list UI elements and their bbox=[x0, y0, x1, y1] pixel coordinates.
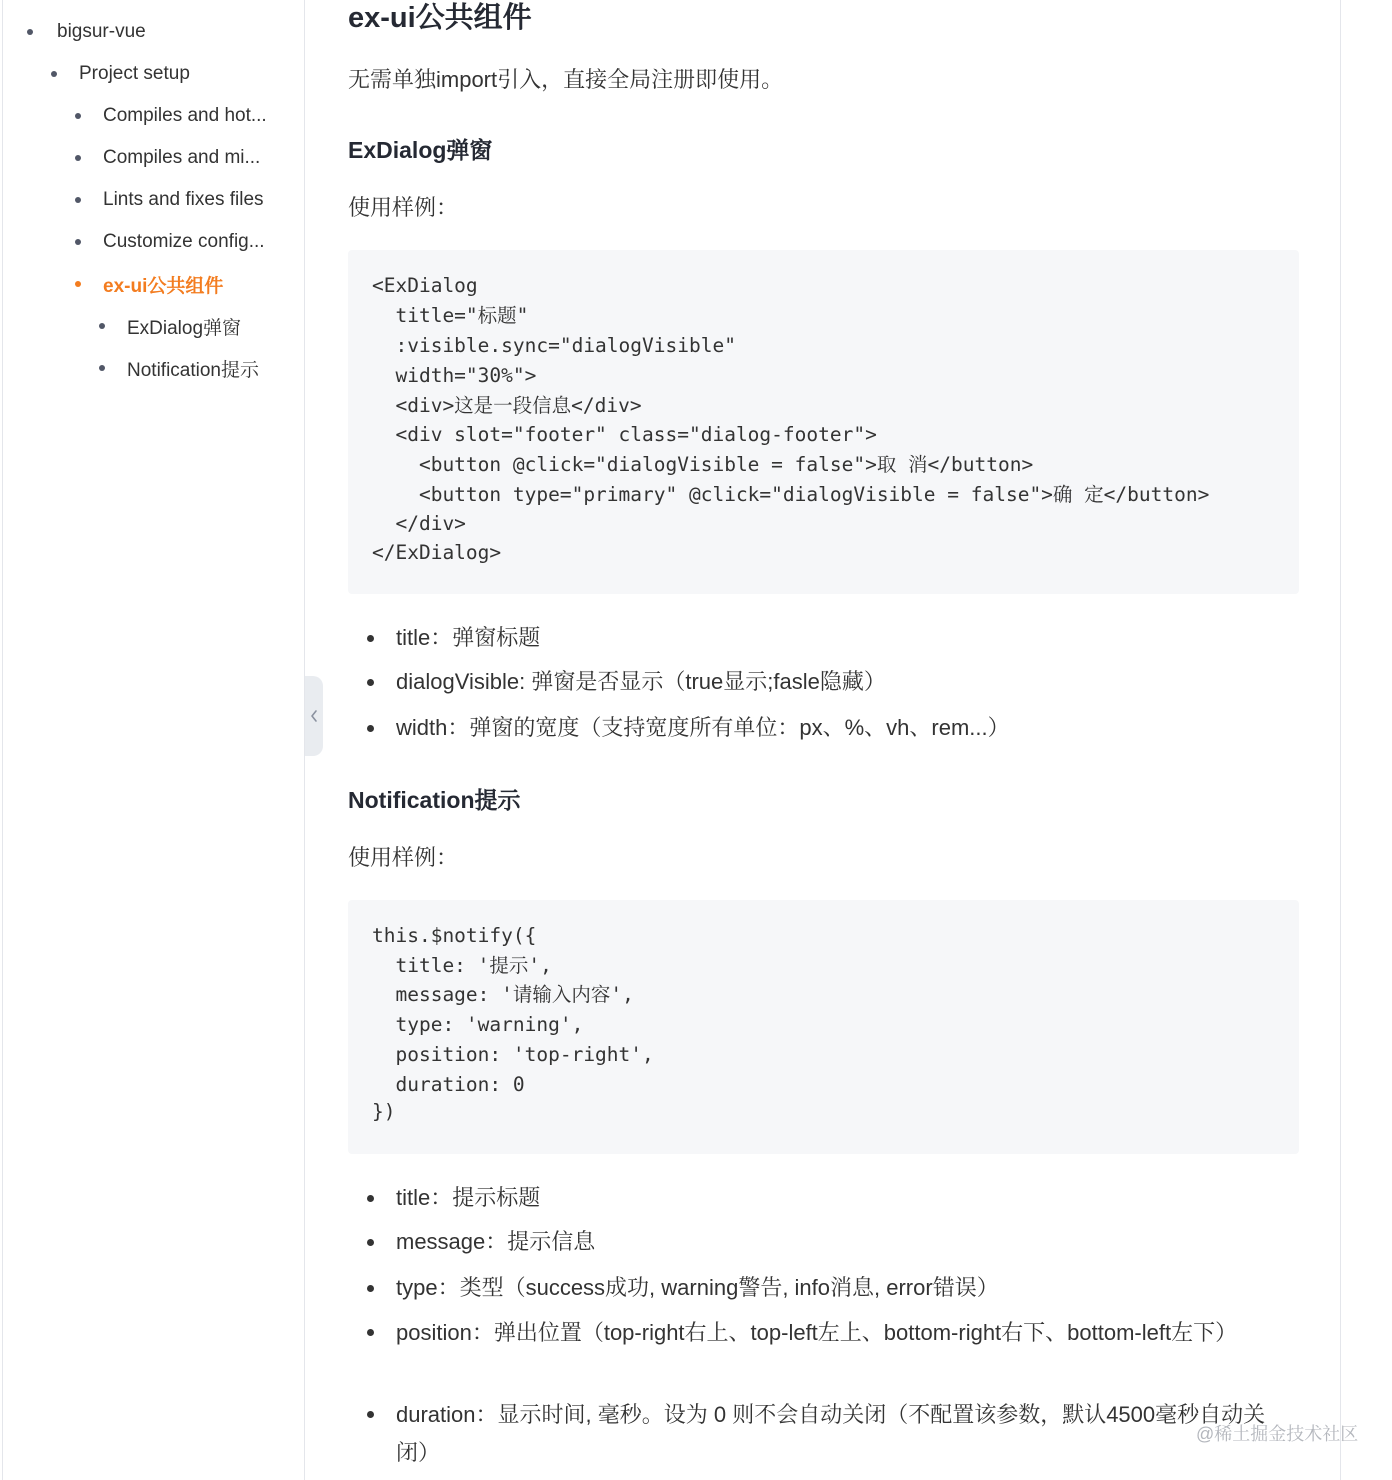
bullet-dot-icon bbox=[99, 365, 105, 371]
toc-sidebar bbox=[3, 0, 305, 1480]
bullet-dot-icon bbox=[367, 725, 374, 732]
code-line: position: 'top-right', bbox=[372, 1043, 654, 1066]
section-heading-exdialog: ExDialog弹窗 bbox=[348, 137, 493, 163]
usage-label: 使用样例： bbox=[348, 845, 459, 870]
list-item: message：提示信息 bbox=[348, 1224, 1298, 1260]
list-item: width：弹窗的宽度（支持宽度所有单位：px、%、vh、rem...） bbox=[348, 710, 1298, 746]
bullet-dot-icon bbox=[75, 239, 81, 245]
code-line: <button type="primary" @click="dialogVisible = false">确 定</button> bbox=[372, 483, 1210, 506]
code-block-exdialog[interactable] bbox=[348, 250, 1299, 594]
watermark: @稀土掘金技术社区 bbox=[1196, 1424, 1359, 1444]
bullet-dot-icon bbox=[99, 323, 105, 329]
toc-item-ex-ui-active[interactable]: ex-ui公共组件 bbox=[75, 269, 293, 299]
code-line: </div> bbox=[372, 512, 466, 535]
bullet-dot-icon bbox=[75, 281, 81, 287]
bullet-dot-icon bbox=[367, 1239, 374, 1246]
bullet-dot-icon bbox=[27, 29, 33, 35]
bullet-dot-icon bbox=[367, 1329, 374, 1336]
toc-item-lints-fixes[interactable]: Lints and fixes files bbox=[75, 185, 303, 215]
list-item: title：提示标题 bbox=[348, 1180, 1298, 1216]
toc-item-exdialog[interactable]: ExDialog弹窗 bbox=[99, 311, 297, 341]
code-line: <ExDialog bbox=[372, 274, 478, 297]
code-line: </ExDialog> bbox=[372, 541, 502, 564]
bullet-dot-icon bbox=[367, 635, 374, 642]
code-line: <button @click="dialogVisible = false">取 消</button> bbox=[372, 453, 1034, 476]
bullet-dot-icon bbox=[367, 1195, 374, 1202]
bullet-dot-icon bbox=[75, 113, 81, 119]
usage-label: 使用样例： bbox=[348, 195, 459, 220]
bullet-dot-icon bbox=[75, 197, 81, 203]
code-line: message: '请输入内容', bbox=[372, 983, 634, 1006]
code-line: width="30%"> bbox=[372, 364, 537, 387]
code-line: title="标题" bbox=[372, 304, 529, 327]
toc-item-customize-config[interactable]: Customize config... bbox=[75, 227, 293, 257]
bullet-dot-icon bbox=[51, 71, 57, 77]
chevron-left-icon bbox=[309, 709, 319, 723]
code-line: duration: 0 bbox=[372, 1073, 525, 1096]
bullet-dot-icon bbox=[367, 1411, 374, 1418]
bullet-dot-icon bbox=[367, 679, 374, 686]
code-line: <div>这是一段信息</div> bbox=[372, 394, 642, 417]
bullet-dot-icon bbox=[367, 1285, 374, 1292]
list-item: duration：显示时间, 毫秒。设为 0 则不会自动关闭（不配置该参数，默认4500毫秒自动关闭） bbox=[348, 1396, 1298, 1472]
code-line: type: 'warning', bbox=[372, 1013, 584, 1036]
toc-item-notification[interactable]: Notification提示 bbox=[99, 353, 297, 383]
list-item: dialogVisible: 弹窗是否显示（true显示;fasle隐藏） bbox=[348, 664, 1298, 700]
code-line: this.$notify({ bbox=[372, 924, 537, 947]
code-line: }) bbox=[372, 1100, 396, 1123]
toc-item-compiles-hot[interactable]: Compiles and hot... bbox=[75, 101, 293, 131]
toc-item-bigsur-vue[interactable]: bigsur-vue bbox=[27, 17, 287, 47]
code-block-notification[interactable] bbox=[348, 900, 1299, 1154]
code-line: <div slot="footer" class="dialog-footer"> bbox=[372, 423, 877, 446]
toc-item-project-setup[interactable]: Project setup bbox=[51, 59, 279, 89]
list-item: title：弹窗标题 bbox=[348, 620, 1298, 656]
intro-paragraph: 无需单独import引入，直接全局注册即使用。 bbox=[348, 67, 784, 92]
frame-right-border bbox=[1340, 0, 1341, 1480]
section-heading-notification: Notification提示 bbox=[348, 787, 521, 813]
list-item: position：弹出位置（top-right右上、top-left左上、bottom-right右下、bottom-left左下） bbox=[348, 1314, 1298, 1390]
code-line: title: '提示', bbox=[372, 954, 552, 977]
toc-item-compiles-minifies[interactable]: Compiles and mi... bbox=[75, 143, 293, 173]
sidebar-collapse-button[interactable] bbox=[305, 676, 323, 756]
bullet-dot-icon bbox=[75, 155, 81, 161]
list-item: type：类型（success成功, warning警告, info消息, error错误） bbox=[348, 1270, 1298, 1306]
code-line: :visible.sync="dialogVisible" bbox=[372, 334, 736, 357]
page-title: ex-ui公共组件 bbox=[348, 2, 532, 34]
